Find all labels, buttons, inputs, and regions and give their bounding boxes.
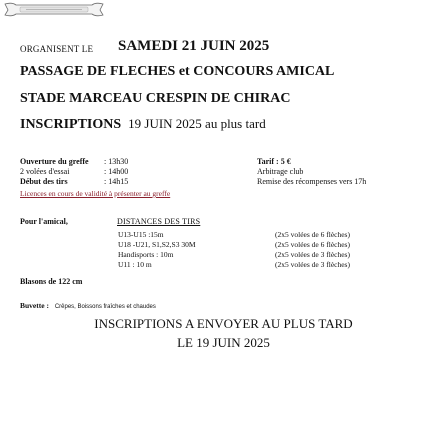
club-logo-banner (4, 2, 104, 17)
event-title: PASSAGE DE FLECHES et CONCOURS AMICAL (20, 64, 335, 79)
schedule-row (20, 157, 129, 166)
schedule-value: : 14h00 (104, 167, 129, 176)
venue-title: STADE MARCEAU CRESPIN DE CHIRAC (20, 91, 291, 106)
distance-volleys: (2x5 volées de 6 flèches) (275, 240, 350, 249)
inscriptions-heading (20, 116, 266, 133)
blasons-info: Blasons de 122 cm (20, 277, 83, 286)
distance-volleys: (2x5 volées de 6 flèches) (275, 230, 350, 239)
distance-category: Handisports : 10m (118, 250, 174, 259)
schedule-label: Ouverture du greffe (20, 157, 89, 166)
footer-line-1: INSCRIPTIONS A ENVOYER AU PLUS TARD (94, 316, 353, 331)
buvette-items: Crêpes, Boissons fraîches et chaudes (54, 304, 156, 310)
buvette-info (20, 301, 156, 310)
footer-line-2: LE 19 JUIN 2025 (177, 335, 270, 350)
tarif-arbitrage: Arbitrage club (257, 167, 304, 176)
distance-volleys: (2x5 volées de 3 flèches) (275, 250, 350, 259)
distance-category: U11 : 10 m (118, 260, 152, 269)
schedule-value: : 14h15 (104, 177, 129, 186)
tarif-price: Tarif : 5 € (257, 157, 291, 166)
inscriptions-label: INSCRIPTIONS (20, 117, 122, 132)
schedule-row (20, 177, 129, 186)
schedule-row (20, 167, 129, 176)
schedule-label: Début des tirs (20, 177, 68, 186)
buvette-label: Buvette : (20, 301, 49, 310)
distance-category: U13-U15 :15m (118, 230, 164, 239)
tarif-awards: Remise des récompenses vers 17h (257, 177, 367, 186)
schedule-value: : 13h30 (104, 157, 129, 166)
distance-volleys: (2x5 volées de 3 flèches) (275, 260, 350, 269)
distances-header: DISTANCES DES TIRS (117, 217, 201, 226)
distance-category: U18 -U21, S1,S2,S3 30M (118, 240, 196, 249)
schedule-label: 2 volées d'essai (20, 167, 70, 176)
inscriptions-deadline: 19 JUIN 2025 au plus tard (128, 116, 266, 131)
amical-label: Pour l'amical, (20, 217, 68, 226)
event-date: SAMEDI 21 JUIN 2025 (118, 38, 270, 54)
organizer-label: ORGANISENT LE (20, 44, 94, 54)
licences-note: Licences en cours de validité à présenter au greffe (20, 189, 171, 198)
